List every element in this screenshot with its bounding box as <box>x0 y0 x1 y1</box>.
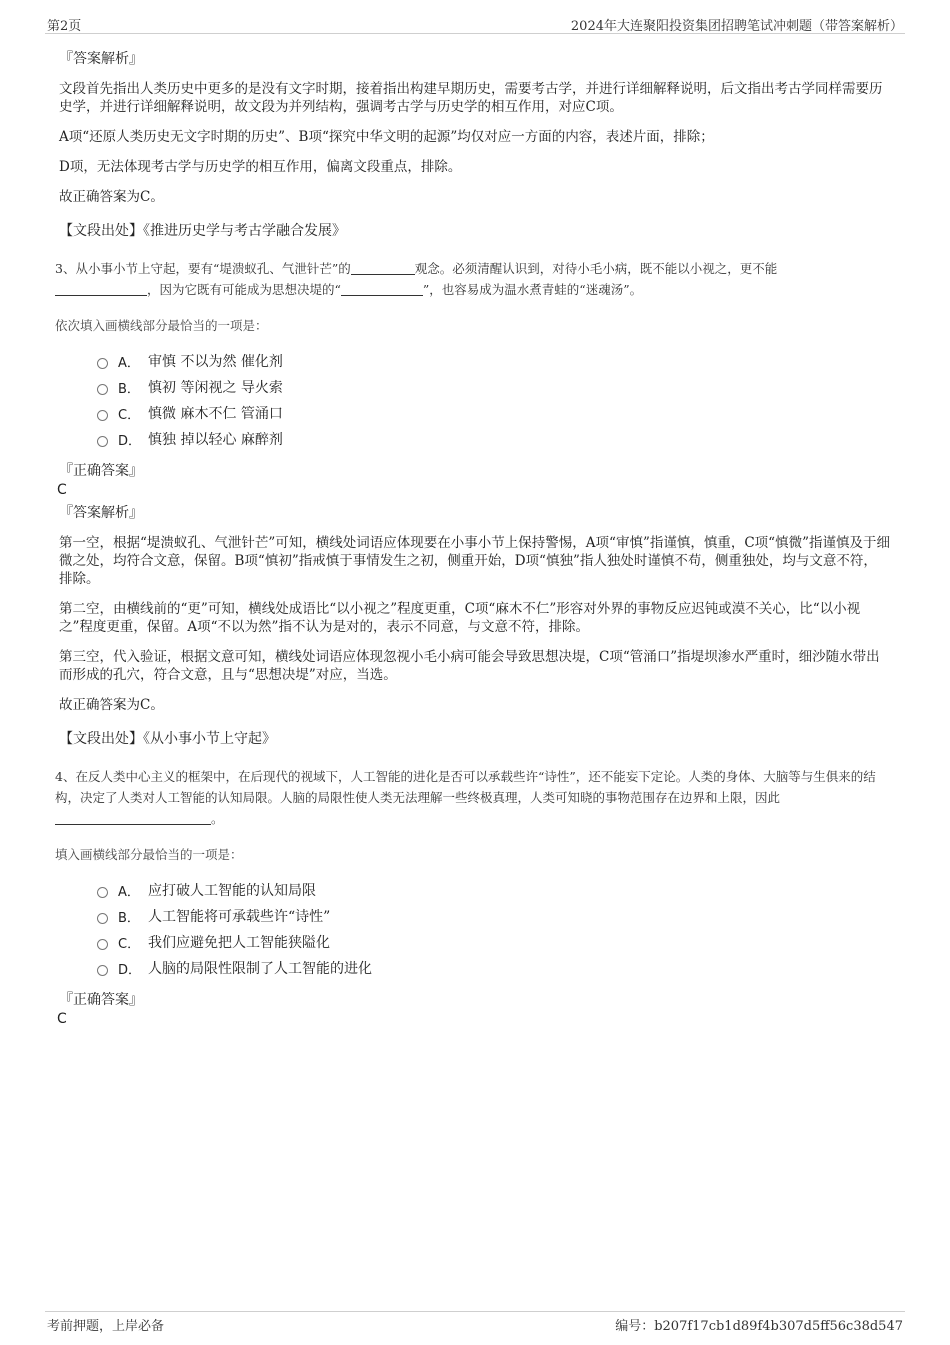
correct-answer-label: 『正确答案』 <box>59 463 143 479</box>
passage-source: 【文段出处】《推进历史学与考古学融合发展》 <box>59 223 346 239</box>
radio-icon[interactable] <box>97 436 108 447</box>
analysis-paragraph: 第一空，根据“堤溃蚁孔、气泄针芒”可知，横线处词语应体现要在小事小节上保持警惕，A项“审慎”指谨慎，慎重，C项“慎微”指谨慎及于细微之处，均符合文意，保留。B项“慎初”指戒慎于事情发生之初，侧重开始，D项“慎独”指人独处时谨慎不苟，侧重独处，均与文意不符，排除。 <box>59 535 890 587</box>
page-header <box>45 13 905 34</box>
question-3-stem: 3、从小事小节上守起，要有“堤溃蚁孔、气泄针芒”的 观念。必须清醒认识到，对待小毛小病，既不能以小视之，更不能 ，因为它既有可能成为思想决堤的“ ”，也容易成为温水煮青蛙的“迷魂汤”。 <box>55 261 778 297</box>
option-b[interactable]: B． 人工智能将可承载些许“诗性” <box>97 903 890 929</box>
question-3-prompt: 依次填入画横线部分最恰当的一项是： <box>55 318 268 333</box>
option-c[interactable]: C． 慎微 麻木不仁 管涌口 <box>97 400 890 426</box>
radio-icon[interactable] <box>97 887 108 898</box>
analysis-label: 『答案解析』 <box>59 51 143 67</box>
answer-blank-2 <box>55 281 147 296</box>
option-d[interactable]: D． 人脑的局限性限制了人工智能的进化 <box>97 955 890 981</box>
analysis-paragraph: 第二空，由横线前的“更”可知，横线处成语比“以小视之”程度更重，C项“麻木不仁”形容对外界的事物反应迟钝或漠不关心，比“以小视之”程度更重，保留。A项“不以为然”指不认为是对的，表示不同意，与文意不符，排除。 <box>59 601 861 635</box>
option-b[interactable]: B． 慎初 等闲视之 导火索 <box>97 374 890 400</box>
analysis-paragraph: D项，无法体现考古学与历史学的相互作用，偏离文段重点，排除。 <box>59 159 462 175</box>
document-code: 编号：b207f17cb1d89f4b307d5ff56c38d547 <box>615 1319 903 1334</box>
question-4-options <box>97 877 890 981</box>
option-c[interactable]: C． 我们应避免把人工智能狭隘化 <box>97 929 890 955</box>
option-a[interactable]: A． 应打破人工智能的认知局限 <box>97 877 890 903</box>
analysis-paragraph: 第三空，代入验证，根据文意可知，横线处词语应体现忽视小毛小病可能会导致思想决堤，C项“管涌口”指堤坝渗水严重时，细沙随水带出而形成的孔穴，符合文意，且与“思想决堤”对应，当选。 <box>59 649 880 683</box>
analysis-label: 『答案解析』 <box>59 505 143 521</box>
correct-answer-value: C <box>57 482 67 498</box>
footer-slogan: 考前押题，上岸必备 <box>47 1319 165 1334</box>
radio-icon[interactable] <box>97 939 108 950</box>
radio-icon[interactable] <box>97 358 108 369</box>
analysis-paragraph: 故正确答案为C。 <box>59 697 164 713</box>
document-title: 2024年大连聚阳投资集团招聘笔试冲刺题（带答案解析） <box>570 19 903 34</box>
question-4-stem: 4、在反人类中心主义的框架中，在后现代的视域下，人工智能的进化是否可以承载些许“诗性”，还不能妄下定论。人类的身体、大脑等与生俱来的结构，决定了人类对人工智能的认知局限。人脑的局限性使人类无法理解一些终极真理，人类可知晓的事物范围存在边界和上限，因此 。 <box>55 769 876 826</box>
page-content <box>55 44 890 1029</box>
question-3 <box>55 258 890 748</box>
answer-blank-1 <box>351 260 415 275</box>
option-d[interactable]: D． 慎独 掉以轻心 麻醉剂 <box>97 426 890 452</box>
radio-icon[interactable] <box>97 384 108 395</box>
page-footer <box>45 1311 905 1332</box>
question-3-options <box>97 348 890 452</box>
passage-source: 【文段出处】《从小事小节上守起》 <box>59 731 276 747</box>
radio-icon[interactable] <box>97 410 108 421</box>
question-4 <box>55 766 890 1027</box>
analysis-paragraph: A项“还原人类历史无文字时期的历史”、B项“探究中华文明的起源”均仅对应一方面的内容，表述片面，排除； <box>59 129 714 145</box>
prev-analysis-section <box>55 48 890 240</box>
analysis-paragraph: 文段首先指出人类历史中更多的是没有文字时期，接着指出构建早期历史，需要考古学，并进行详细解释说明，后文指出考古学同样需要历史学，并进行详细解释说明，故文段为并列结构，强调考古学与历史学的相互作用，对应C项。 <box>59 81 883 115</box>
answer-blank <box>55 810 211 825</box>
correct-answer-value: C <box>57 1011 67 1027</box>
answer-blank-3 <box>341 281 423 296</box>
correct-answer-label: 『正确答案』 <box>59 992 143 1008</box>
question-4-prompt: 填入画横线部分最恰当的一项是： <box>55 847 243 862</box>
option-a[interactable]: A． 审慎 不以为然 催化剂 <box>97 348 890 374</box>
page-number: 第2页 <box>47 19 82 34</box>
analysis-paragraph: 故正确答案为C。 <box>59 189 164 205</box>
radio-icon[interactable] <box>97 965 108 976</box>
radio-icon[interactable] <box>97 913 108 924</box>
